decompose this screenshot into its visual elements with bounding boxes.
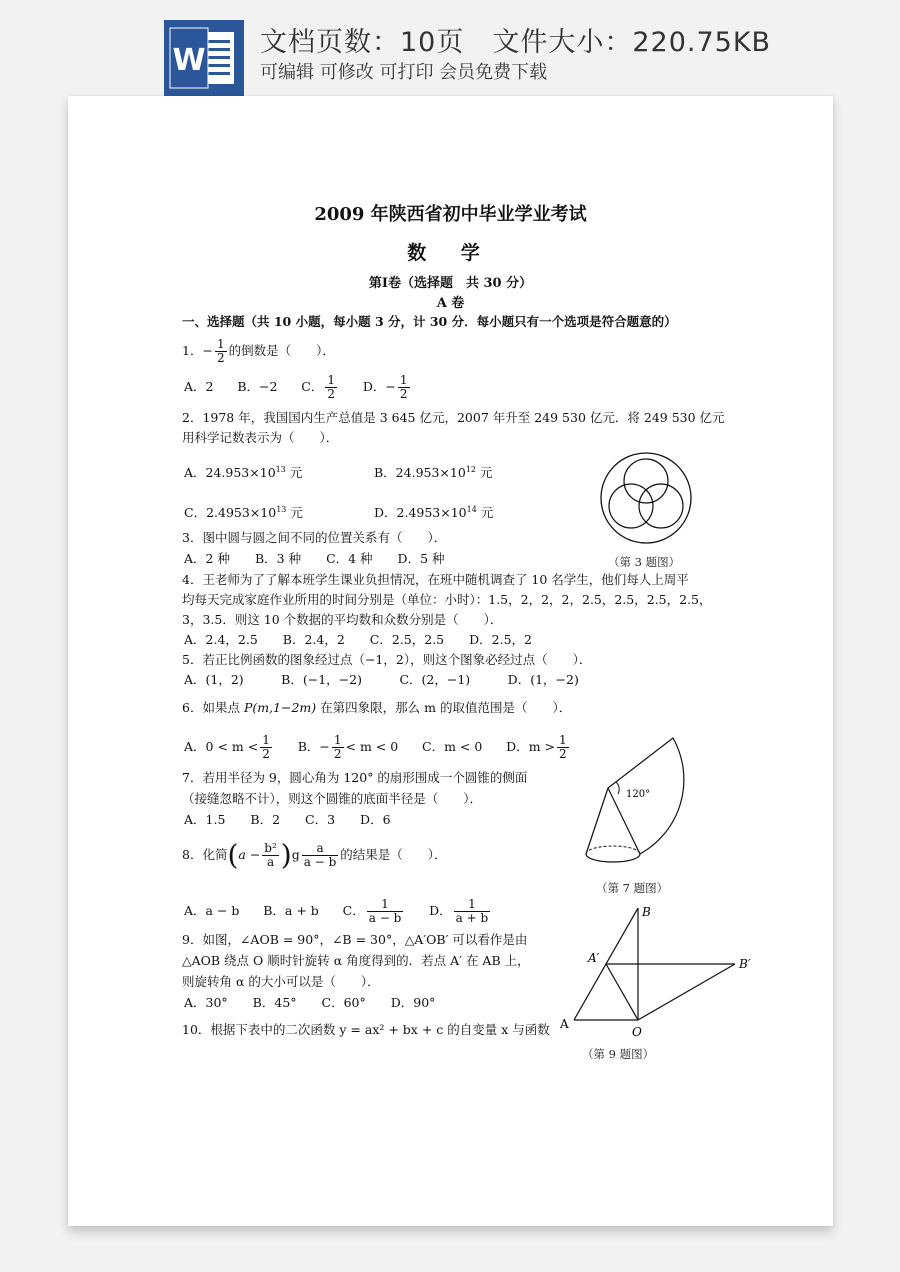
page-count: 文档页数：10页 — [260, 27, 465, 58]
question-2-line1: 2．1978 年，我国国内生产总值是 3 645 亿元，2007 年升至 249 530 亿元．将 249 530 亿元 — [182, 410, 725, 425]
word-icon-letter: W — [172, 43, 206, 78]
figure-7-angle: 120° — [626, 789, 651, 800]
question-1: 1．− $\frac{1}{2}$ 的倒数是（ ）． — [182, 337, 335, 365]
question-2-option-a: A．$24.953\times 10^{13}$ 元 — [184, 465, 303, 481]
label-O: O — [632, 1025, 642, 1039]
header-features: 可编辑 可修改 可打印 会员免费下载 — [260, 62, 548, 83]
header — [0, 0, 900, 100]
label-B: B — [642, 905, 651, 919]
label-A: A — [560, 1017, 569, 1031]
document-page — [68, 96, 833, 1226]
figure-9-triangle — [558, 902, 768, 1042]
question-2-option-c: C．$2.4953\times 10^{13}$ 元 — [184, 505, 303, 521]
question-7-line1: 7．若用半径为 9，圆心角为 120° 的扇形围成一个圆锥的侧面 — [182, 770, 528, 785]
figure-7-cone — [578, 736, 728, 876]
part-title: 第Ⅰ卷（选择题 共 30 分） — [368, 276, 533, 291]
section-heading: 一、选择题（共 10 小题，每小题 3 分，计 30 分．每小题只有一个选项是符合题意的） — [182, 314, 677, 329]
volume-title: A 卷 — [436, 296, 465, 311]
question-2-line2: 用科学记数表示为（ ）． — [182, 430, 339, 445]
figure-9-caption: （第 9 题图） — [582, 1047, 655, 1061]
question-4-line1: 4．王老师为了了解本班学生课业负担情况，在班中随机调查了 10 名学生，他们每人上周平 — [182, 572, 689, 587]
question-6-options: A．0 < m < $\frac{1}{2}$ B．− $\frac{1}{2}$ < m < 0 C．m < 0 D．m > $\frac{1}{2}$ — [184, 733, 567, 761]
question-2-option-d: D．$2.4953\times 10^{14}$ 元 — [374, 505, 494, 521]
question-9-options: A．30° B．45° C．60° D．90° — [184, 995, 436, 1010]
question-1-options: A．2 B．−2 C． $\frac{1}{2}$ D．− $\frac{1}{2}$ — [184, 373, 408, 401]
label-A-prime: A′ — [588, 951, 600, 965]
figure-3-circles — [596, 448, 696, 548]
question-2-option-b: B．$24.953\times 10^{12}$ 元 — [374, 465, 493, 481]
subject-title: 数 学 — [407, 242, 494, 264]
question-3-options: A．2 种 B．3 种 C．4 种 D．5 种 — [184, 551, 445, 566]
question-9-line1: 9．如图，∠AOB = 90°，∠B = 30°，△A′OB′ 可以看作是由 — [182, 932, 528, 947]
question-6: 6．如果点 P(m,1−2m) 在第四象限，那么 m 的取值范围是（ ）． — [182, 700, 572, 715]
question-4-line2: 均每天完成家庭作业所用的时间分别是（单位：小时）：1.5，2，2，2，2.5，2.5，2.5，2.5， — [182, 592, 712, 607]
question-9-line2: △AOB 绕点 O 顺时针旋转 α 角度得到的．若点 A′ 在 AB 上， — [182, 953, 530, 968]
question-4-line3: 3，3.5．则这 10 个数据的平均数和众数分别是（ ）． — [182, 612, 503, 627]
file-size: 文件大小：220.75KB — [492, 27, 772, 58]
question-8: 8．化简(a − $\frac{\text{b²}}{a}$ )g $\frac{a}{a - b}$ 的结果是（ ）． — [182, 838, 447, 872]
question-3: 3．图中圆与圆之间不同的位置关系有（ ）． — [182, 530, 447, 545]
header-title — [260, 20, 771, 59]
figure-7-caption: （第 7 题图） — [596, 881, 669, 895]
question-4-options: A．2.4，2.5 B．2.4，2 C．2.5，2.5 D．2.5，2 — [184, 632, 532, 647]
word-icon — [164, 20, 244, 96]
question-10: 10．根据下表中的二次函数 y = ax² + bx + c 的自变量 x 与函数 — [182, 1022, 550, 1037]
question-7-line2: （接缝忽略不计），则这个圆锥的底面半径是（ ）． — [182, 791, 483, 806]
figure-3-caption: （第 3 题图） — [608, 555, 681, 569]
question-7-options: A．1.5 B．2 C．3 D．6 — [184, 812, 391, 827]
label-B-prime: B′ — [739, 957, 751, 971]
question-5-options: A．(1，2) B．(−1，−2) C．(2，−1) D．(1，−2) — [184, 672, 579, 687]
question-9-line3: 则旋转角 α 的大小可以是（ ）． — [182, 974, 380, 989]
question-8-options: A．a − b B．a + b C． $\frac{1}{a - b}$ D． $\frac{1}{a + b}$ — [184, 897, 489, 925]
exam-title: 2009 年陕西省初中毕业学业考试 — [314, 204, 587, 225]
question-5: 5．若正比例函数的图象经过点（−1，2），则这个图象必经过点（ ）． — [182, 652, 592, 667]
